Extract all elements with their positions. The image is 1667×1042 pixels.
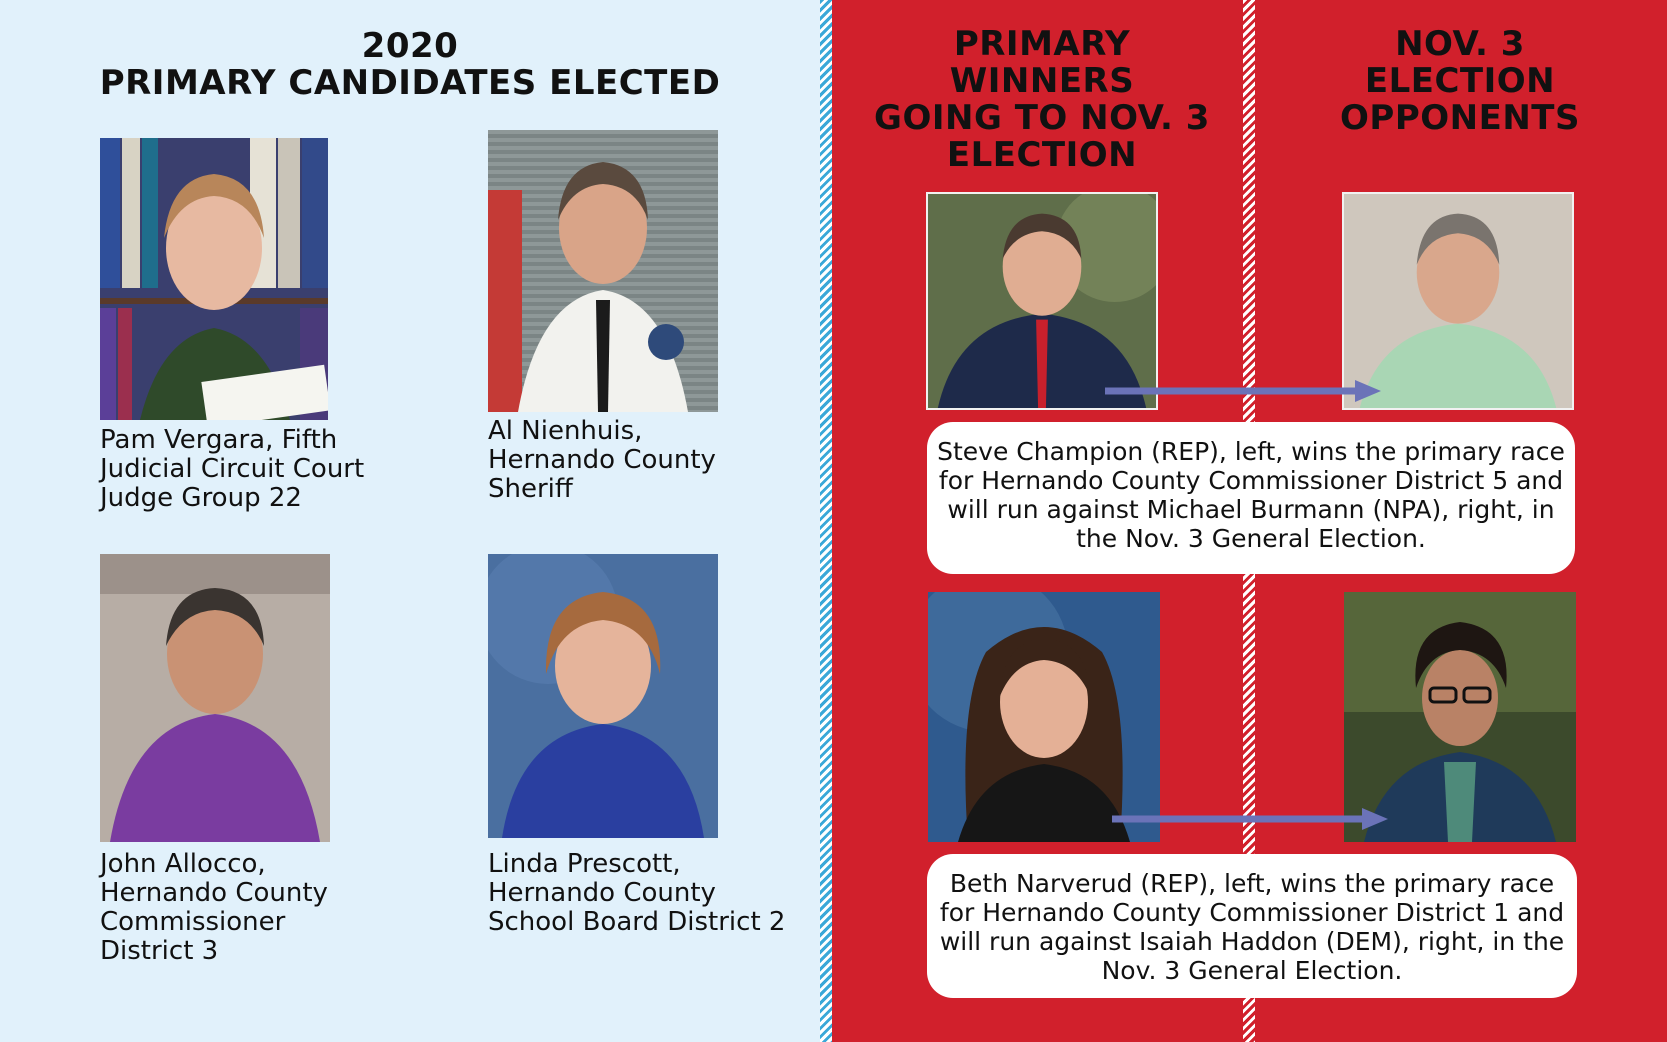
winners-heading-line: ELECTION bbox=[946, 135, 1138, 175]
opponent-photo-michael-burmann bbox=[1342, 192, 1574, 410]
winners-heading-line: GOING TO NOV. 3 bbox=[874, 98, 1210, 138]
race-summary-beth-narverud: Beth Narverud (REP), left, wins the primary race for Hernando County Commissioner District 1 and will run against Isaiah Haddon (DEM), right, in the Nov. 3 General Election. bbox=[927, 854, 1577, 998]
race-summary-steve-champion: Steve Champion (REP), left, wins the primary race for Hernando County Commissioner District 5 and will run against Michael Burmann (NPA), right, in the Nov. 3 General Election. bbox=[927, 422, 1575, 574]
winner-photo-beth-narverud bbox=[928, 592, 1160, 842]
candidate-caption-al-nienhuis: Al Nienhuis, Hernando County Sheriff bbox=[488, 416, 716, 504]
election-opponents-heading bbox=[1300, 26, 1620, 137]
candidate-photo-linda-prescott bbox=[488, 554, 718, 838]
winners-heading-line: PRIMARY WINNERS bbox=[949, 24, 1135, 101]
candidate-caption-john-allocco: John Allocco, Hernando County Commissioner District 3 bbox=[100, 849, 328, 966]
opponents-heading-line: ELECTION bbox=[1364, 61, 1556, 101]
primary-candidates-heading bbox=[90, 28, 730, 102]
arrow-icon bbox=[1112, 808, 1392, 830]
candidate-photo-al-nienhuis bbox=[488, 130, 718, 412]
opponents-heading-line: NOV. 3 bbox=[1395, 24, 1525, 64]
arrow-icon bbox=[1105, 380, 1385, 402]
candidate-photo-john-allocco bbox=[100, 554, 330, 842]
heading-year: 2020 bbox=[361, 26, 459, 66]
panel-divider bbox=[820, 0, 832, 1042]
opponents-heading-line: OPPONENTS bbox=[1340, 98, 1580, 138]
candidate-caption-linda-prescott: Linda Prescott, Hernando County School Board District 2 bbox=[488, 849, 786, 937]
candidate-caption-pam-vergara: Pam Vergara, Fifth Judicial Circuit Court Judge Group 22 bbox=[100, 425, 365, 513]
heading-title: PRIMARY CANDIDATES ELECTED bbox=[99, 63, 721, 103]
candidate-photo-pam-vergara bbox=[100, 138, 328, 420]
primary-winners-heading bbox=[862, 26, 1222, 174]
winner-photo-steve-champion bbox=[926, 192, 1158, 410]
opponent-photo-isaiah-haddon bbox=[1344, 592, 1576, 842]
